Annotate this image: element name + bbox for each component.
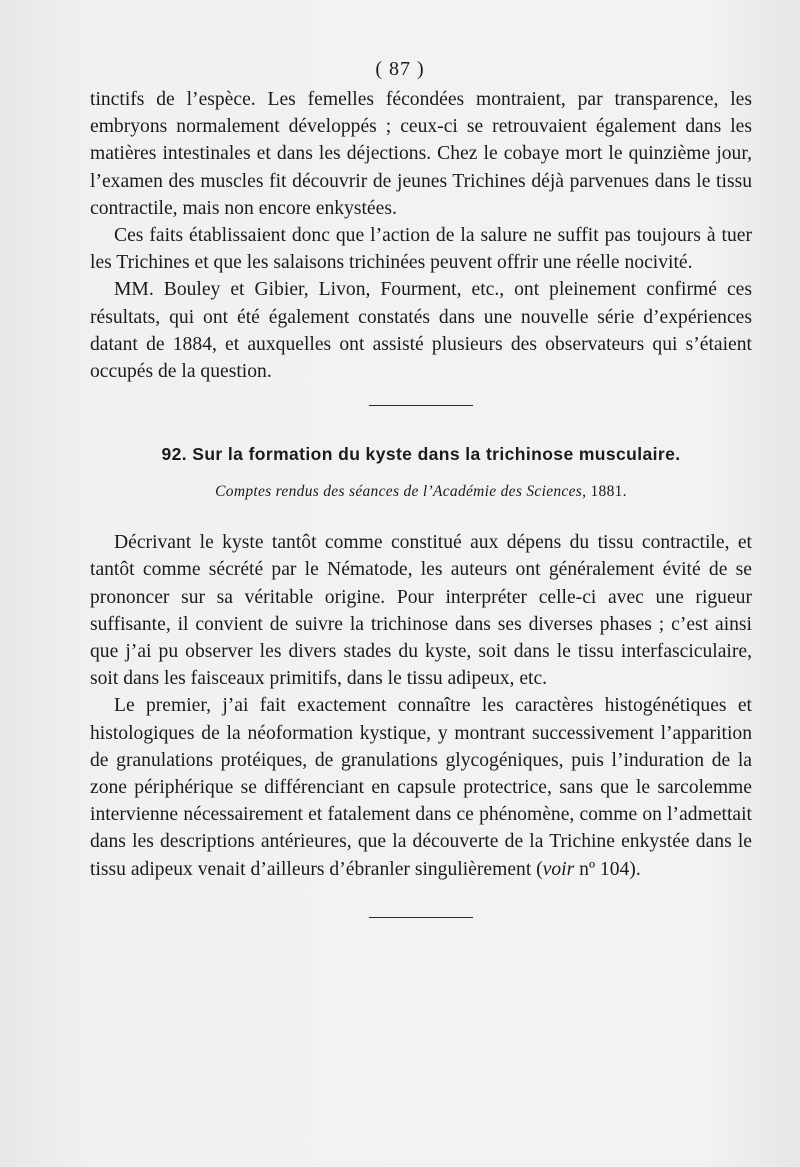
source-citation: [90, 483, 752, 501]
page-content: [90, 86, 752, 918]
citation-year: 1881.: [586, 483, 627, 501]
cross-reference-voir: voir: [542, 858, 575, 880]
paragraph-salure: Ces faits établissaient donc que l’action de la salure ne suffit pas toujours à tuer les Trichines et que les salaisons trichinées peuvent offrir une réelle nocivité.: [90, 225, 752, 274]
page-number: ( 87 ): [375, 58, 425, 80]
paragraph-kyste-origine: Décrivant le kyste tantôt comme constitué aux dépens du tissu contractile, et tantôt comme sécrété par le Nématode, les auteurs ont généralement évité de se prononcer sur sa véritable origine. Pour interpréter celle-ci avec une rigueur suffisante, il convient de suivre la trichinose dans ses diverses phases ; c’est ainsi que j’ai pu observer les divers stades du kyste, soit dans le tissu interfasciculaire, soit dans les faisceaux primitifs, dans le tissu adipeux, etc.: [90, 532, 752, 690]
paragraph-continuation: tinctifs de l’espèce. Les femelles fécondées montraient, par transparence, les embryons normalement développés ; ceux-ci se retrouvaient également dans les matières intestinales et dans les déjections. Chez le cobaye mort le quinzième jour, l’examen des muscles fit découvrir de jeunes Trichines déjà parvenues dans le tissu contractile, mais non encore enkystées.: [90, 89, 752, 219]
section-heading: 92. Sur la formation du kyste dans la trichinose musculaire.: [161, 444, 681, 465]
citation-journal: Comptes rendus des séances de l’Académie des Sciences,: [215, 483, 587, 501]
end-divider: [369, 917, 473, 918]
paragraph-confirmation: MM. Bouley et Gibier, Livon, Fourment, etc., ont pleinement confirmé ces résultats, qui ont été également constatés dans une nouvelle série d’expériences datant de 1884, et auxquelles ont assisté plusieurs des observateurs qui s’étaient occupés de la question.: [90, 279, 752, 383]
cross-reference-number: nº 104).: [574, 858, 641, 880]
paragraph-histogenese: [90, 692, 752, 882]
paragraph-histogenese-text: Le premier, j’ai fait exactement connaître les caractères histogénétiques et histologiques de la néoformation kystique, y montrant successivement l’apparition de granulations protéiques, de granulations glycogéniques, puis l’induration de la zone périphérique se différenciant en capsule protectrice, sans que le sarcolemme intervienne nécessairement et fatalement dans ce phénomène, comme on l’admettait dans les descriptions antérieures, que la découverte de la Trichine enkystée dans le tissu adipeux venait d’ailleurs d’ébranler singulièrement (: [90, 695, 752, 880]
section-divider: [369, 405, 473, 406]
